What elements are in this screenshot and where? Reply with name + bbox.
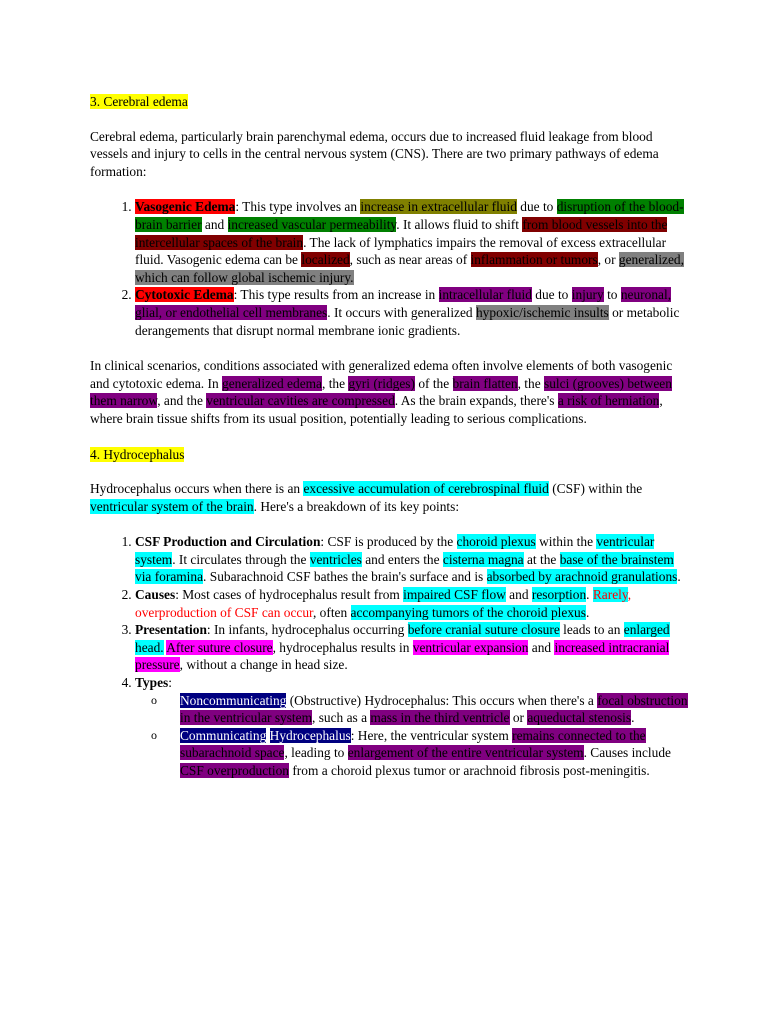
hydrocephalus-intro-paragraph: Hydrocephalus occurs when there is an excessive accumulation of cerebrospinal fluid (CSF) within the ventricular system of the brain. Here's a breakdown of its key points: [90, 481, 643, 514]
list-item-causes: 2. Causes: Most cases of hydrocephalus result from impaired CSF flow and resorption. Rarely, overproduction of CSF can occur, often accompanying tumors of the choroid plexus. [135, 586, 690, 621]
list-item-communicating: o Communicating Hydrocephalus: Here, the ventricular system remains connected to the subarachnoid space, leading to enlargement of the entire ventricular system. Causes include CSF overproduction from a choroid plexus tumor or arachnoid fibrosis post-meningitis. [180, 727, 690, 780]
clinical-scenarios-paragraph: In clinical scenarios, conditions associated with generalized edema often involve elements of both vasogenic and cytotoxic edema. In generalized edema, the gyri (ridges) of the brain flatten, the sulci (grooves) between them narrow, and the ventricular cavities are compressed. As the brain expands, there's a risk of herniation, where brain tissue shifts from its usual position, potentially leading to serious complications. [90, 358, 673, 426]
list-item-types: 4. Types: o Noncommunicating (Obstructive) Hydrocephalus: This occurs when there's a focal obstruction in the ventricular system, such as a mass in the third ventricle or aqueductal stenosis. o Communicating Hydrocephalus: Here, the ventricular system remains connected to the subarachnoid space, leading to enlargement of the entire ventricular system. Causes include CSF overproduction from a choroid plexus tumor or arachnoid fibrosis post-meningitis. [135, 674, 690, 780]
list-item-presentation: 3. Presentation: In infants, hydrocephalus occurring before cranial suture closure leads to an enlarged head. After suture closure, hydrocephalus results in ventricular expansion and increased intracranial pressure, without a change in head size. [135, 621, 690, 674]
document-page [90, 93, 690, 798]
edema-intro-paragraph: Cerebral edema, particularly brain parenchymal edema, occurs due to increased fluid leakage from blood vessels and injury to cells in the central nervous system (CNS). There are two primary pathways of edema formation: [90, 128, 659, 179]
edema-pathways-list [90, 198, 690, 339]
list-item-csf-production: 1. CSF Production and Circulation: CSF is produced by the choroid plexus within the ventricular system. It circulates through the ventricles and enters the cisterna magna at the base of the brainstem via foramina. Subarachnoid CSF bathes the brain's surface and is absorbed by arachnoid granulations. [135, 533, 690, 586]
hydrocephalus-types-list [135, 692, 690, 780]
section-heading-hydrocephalus: 4. Hydrocephalus [90, 446, 185, 462]
list-item-noncommunicating: o Noncommunicating (Obstructive) Hydrocephalus: This occurs when there's a focal obstruction in the ventricular system, such as a mass in the third ventricle or aqueductal stenosis. [180, 692, 690, 727]
list-item-vasogenic: 1. Vasogenic Edema: This type involves an increase in extracellular fluid due to disruption of the blood-brain barrier and increased vascular permeability. It allows fluid to shift from blood vessels into the intercellular spaces of the brain. The lack of lymphatics impairs the removal of excess extracellular fluid. Vasogenic edema can be localized, such as near areas of inflammation or tumors, or generalized, which can follow global ischemic injury. [135, 198, 690, 286]
hydrocephalus-key-points-list [90, 533, 690, 779]
list-item-cytotoxic: 2. Cytotoxic Edema: This type results from an increase in intracellular fluid due to injury to neuronal, glial, or endothelial cell membranes. It occurs with generalized hypoxic/ischemic insults or metabolic derangements that disrupt normal membrane ionic gradients. [135, 286, 690, 339]
section-heading-cerebral-edema: 3. Cerebral edema [90, 94, 188, 109]
